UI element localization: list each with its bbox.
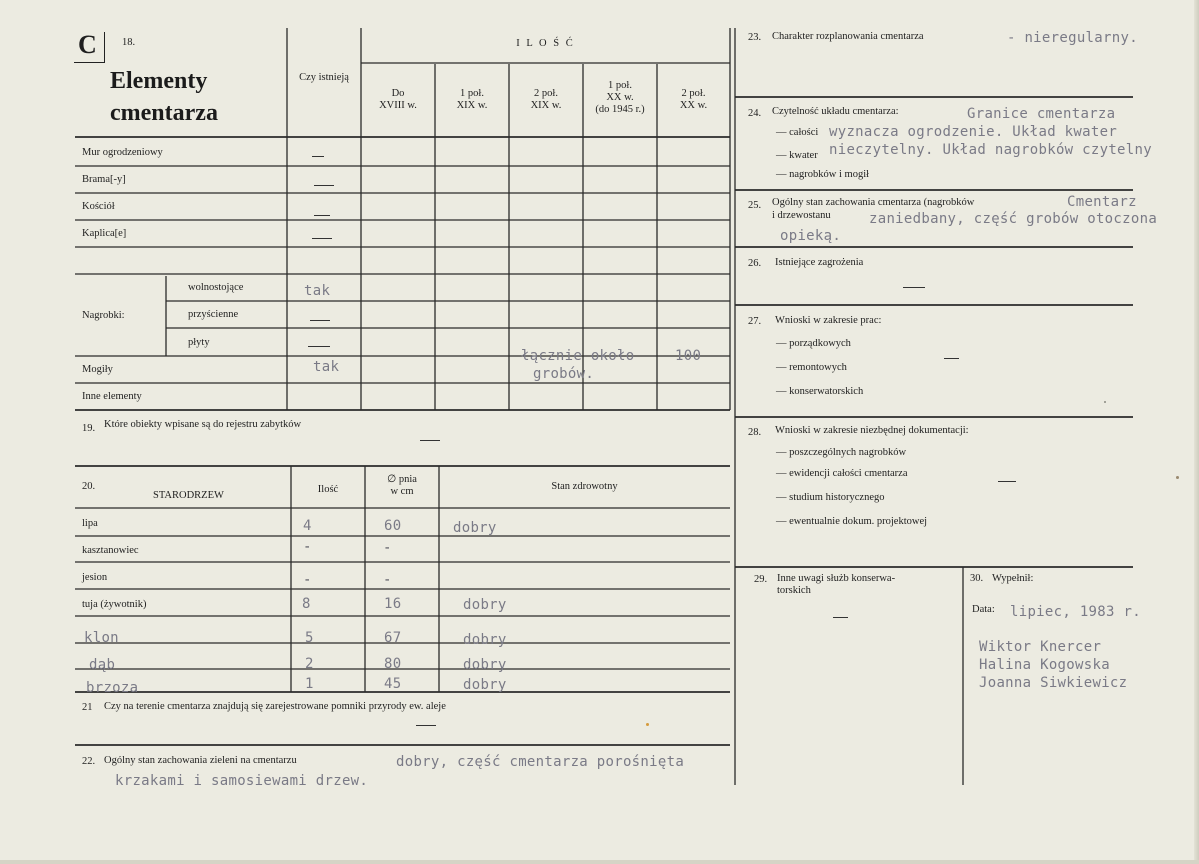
tree-state: dobry <box>463 597 507 613</box>
tree-state: dobry <box>453 520 497 536</box>
dash-mark <box>944 358 959 359</box>
s22-typed-line2: krzakami i samosiewami drzew. <box>115 773 369 789</box>
s30-name: Joanna Siwkiewicz <box>979 675 1128 691</box>
s24-item-kwater: — kwater <box>776 150 818 161</box>
period-header <box>583 80 657 116</box>
tree-name: kasztanowiec <box>82 545 139 556</box>
s20-col-pnia <box>365 474 439 498</box>
tree-qty: 5 <box>305 630 314 646</box>
typed-lacznie: łącznie około <box>521 348 635 364</box>
s27-item-konserwatorskich: — konserwatorskich <box>776 386 864 397</box>
s30-name: Wiktor Knercer <box>979 639 1102 655</box>
tree-qty: 2 <box>305 656 314 672</box>
s28-label: Wnioski w zakresie niezbędnej dokumentacji: <box>775 425 969 436</box>
s24-item-calosci: — całości <box>776 127 819 138</box>
period-line1: Do <box>391 88 405 99</box>
tree-name: lipa <box>82 518 98 529</box>
s24-number: 24. <box>748 108 762 119</box>
period-line1: 2 poł. <box>534 88 558 99</box>
paper-edge-bottom <box>0 860 1199 864</box>
dash-mark <box>310 320 330 321</box>
dash-mark <box>833 617 848 618</box>
tree-state: dobry <box>463 677 507 693</box>
s20-number: 20. <box>82 481 96 492</box>
period-header <box>435 88 509 112</box>
s29-label-line1: Inne uwagi służb konserwa- <box>777 573 896 584</box>
s19-number: 19. <box>82 423 96 434</box>
s29-number: 29. <box>754 574 768 585</box>
paper-speck <box>1176 476 1179 479</box>
s24-typed-line1: Granice cmentarza <box>967 106 1116 122</box>
col-czy-istnieja <box>290 72 358 84</box>
row-label-mogily: Mogiły <box>82 364 113 375</box>
s30-number: 30. <box>970 573 984 584</box>
s20-title: STARODRZEW <box>153 490 224 501</box>
tree-diam: 16 <box>384 596 402 612</box>
period-line1: 1 poł. <box>608 80 632 91</box>
paper-speck <box>646 723 649 726</box>
tree-name-typed: dąb <box>89 657 116 673</box>
s30-data-label: Data: <box>972 604 995 615</box>
period-header <box>657 88 730 112</box>
s24-item-nagrobkow: — nagrobków i mogił <box>776 169 870 180</box>
row-label-kosciol: Kościół <box>82 201 115 212</box>
period-line2: XVIII w. <box>379 100 417 112</box>
tree-state: dobry <box>463 657 507 673</box>
tree-qty: 8 <box>302 596 311 612</box>
tree-name-typed: brzoza <box>86 680 139 696</box>
tree-diam: 60 <box>384 518 402 534</box>
s22-typed-line1: dobry, część cmentarza porośnięta <box>396 754 685 770</box>
dash-mark <box>314 185 334 186</box>
s24-typed-line2: wyznacza ogrodzenie. Układ kwater <box>829 124 1118 140</box>
row-label-kaplica: Kaplica[e] <box>82 228 127 239</box>
tree-qty: 1 <box>305 676 314 692</box>
s20-col-stan: Stan zdrowotny <box>551 481 618 492</box>
section-number-18: 18. <box>122 37 136 48</box>
paper-speck <box>1104 401 1106 403</box>
s20-col-pnia-line1: ∅ pnia <box>387 474 417 485</box>
s26-number: 26. <box>748 258 762 269</box>
s21-number: 21 <box>82 702 93 713</box>
tree-name: jesion <box>82 572 108 583</box>
period-header <box>361 88 435 112</box>
tree-qty: - <box>303 572 312 588</box>
row-label-mur: Mur ogrodzeniowy <box>82 147 163 158</box>
tree-qty: - <box>303 539 312 555</box>
s22-number: 22. <box>82 756 96 767</box>
dash-mark <box>312 156 324 157</box>
s23-label: Charakter rozplanowania cmentarza <box>772 31 924 42</box>
typed-wolnostojace-tak: tak <box>304 283 331 299</box>
dash-mark <box>420 440 440 441</box>
col-czy-istnieja-label: Czy istnieją <box>299 72 349 83</box>
s25-typed-line3: opieką. <box>780 228 842 244</box>
s27-number: 27. <box>748 316 762 327</box>
dash-mark <box>314 215 330 216</box>
dash-mark <box>416 725 436 726</box>
dash-mark <box>903 287 925 288</box>
s30-name: Halina Kogowska <box>979 657 1110 673</box>
s24-typed-line3: nieczytelny. Układ nagrobków czytelny <box>829 142 1152 158</box>
s23-typed: - nieregularny. <box>1007 30 1138 46</box>
s20-col-pnia-line2: w cm <box>390 486 414 498</box>
period-line2: XIX w. <box>530 100 562 112</box>
period-line2: XX w. <box>606 92 634 104</box>
s30-data-value: lipiec, 1983 r. <box>1010 604 1141 620</box>
s23-number: 23. <box>748 32 762 43</box>
s20-col-ilosc: Ilość <box>317 484 339 495</box>
s27-item-remontowych: — remontowych <box>776 362 847 373</box>
nagrobki-type-wolnostojace: wolnostojące <box>188 282 244 293</box>
s28-number: 28. <box>748 427 762 438</box>
s25-number: 25. <box>748 200 762 211</box>
s27-item-porzadkowych: — porządkowych <box>776 338 851 349</box>
title-cmentarza: cmentarza <box>110 100 218 126</box>
s19-label: Które obiekty wpisane są do rejestru zabytków <box>104 419 302 430</box>
s25-label-line1: Ogólny stan zachowania cmentarza (nagrobków <box>772 197 975 208</box>
s25-typed-line2: zaniedbany, część grobów otoczona <box>869 211 1158 227</box>
dash-mark <box>998 481 1016 482</box>
row-label-brama: Brama[-y] <box>82 174 126 185</box>
s25-label-line2: i drzewostanu <box>772 210 831 221</box>
s28-item-nagrobkow: — poszczególnych nagrobków <box>776 447 907 458</box>
s22-label: Ogólny stan zachowania zieleni na cmentarzu <box>104 755 297 766</box>
typed-mogily-tak: tak <box>313 359 340 375</box>
period-line3: (do 1945 r.) <box>595 104 645 116</box>
s28-item-projektowej: — ewentualnie dokum. projektowej <box>776 516 928 527</box>
period-line1: 1 poł. <box>460 88 484 99</box>
tree-qty: 4 <box>303 518 312 534</box>
period-line2: XX w. <box>679 100 708 112</box>
tree-diam: - <box>383 540 392 556</box>
s28-item-studium: — studium historycznego <box>776 492 885 503</box>
s24-label: Czytelność układu cmentarza: <box>772 106 899 117</box>
tree-name-typed: klon <box>84 630 119 646</box>
row-label-inne: Inne elementy <box>82 391 142 402</box>
dash-mark <box>308 346 330 347</box>
tree-diam: 45 <box>384 676 402 692</box>
paper-edge-right <box>1194 0 1199 864</box>
s21-label: Czy na terenie cmentarza znajdują się zarejestrowane pomniki przyrody ew. aleje <box>104 701 446 712</box>
title-elementy: Elementy <box>110 68 208 94</box>
nagrobki-type-przyscienne: przyścienne <box>188 309 239 320</box>
period-line2: XIX w. <box>456 100 488 112</box>
period-line1: 2 poł. <box>681 88 706 99</box>
col-ilosc: I L O Ś Ć <box>516 38 575 49</box>
period-header <box>509 88 583 112</box>
tree-name: tuja (żywotnik) <box>82 599 147 610</box>
tree-diam: 67 <box>384 630 402 646</box>
s28-item-ewidencji: — ewidencji całości cmentarza <box>776 468 908 479</box>
dash-mark <box>312 238 332 239</box>
s25-typed-line1: Cmentarz <box>1067 194 1137 210</box>
s26-label: Istniejące zagrożenia <box>775 257 864 268</box>
s30-label: Wypełnił: <box>992 573 1034 584</box>
typed-count: 100 <box>675 348 702 364</box>
s29-label-line2: torskich <box>777 585 811 596</box>
s27-label: Wnioski w zakresie prac: <box>775 315 882 326</box>
tree-diam: - <box>383 572 392 588</box>
tree-state: dobry <box>463 632 507 648</box>
tree-diam: 80 <box>384 656 402 672</box>
section-letter: C <box>78 30 97 59</box>
nagrobki-type-plyty: płyty <box>188 337 210 348</box>
typed-grobow: grobów. <box>533 366 595 382</box>
row-label-nagrobki: Nagrobki: <box>82 310 125 321</box>
